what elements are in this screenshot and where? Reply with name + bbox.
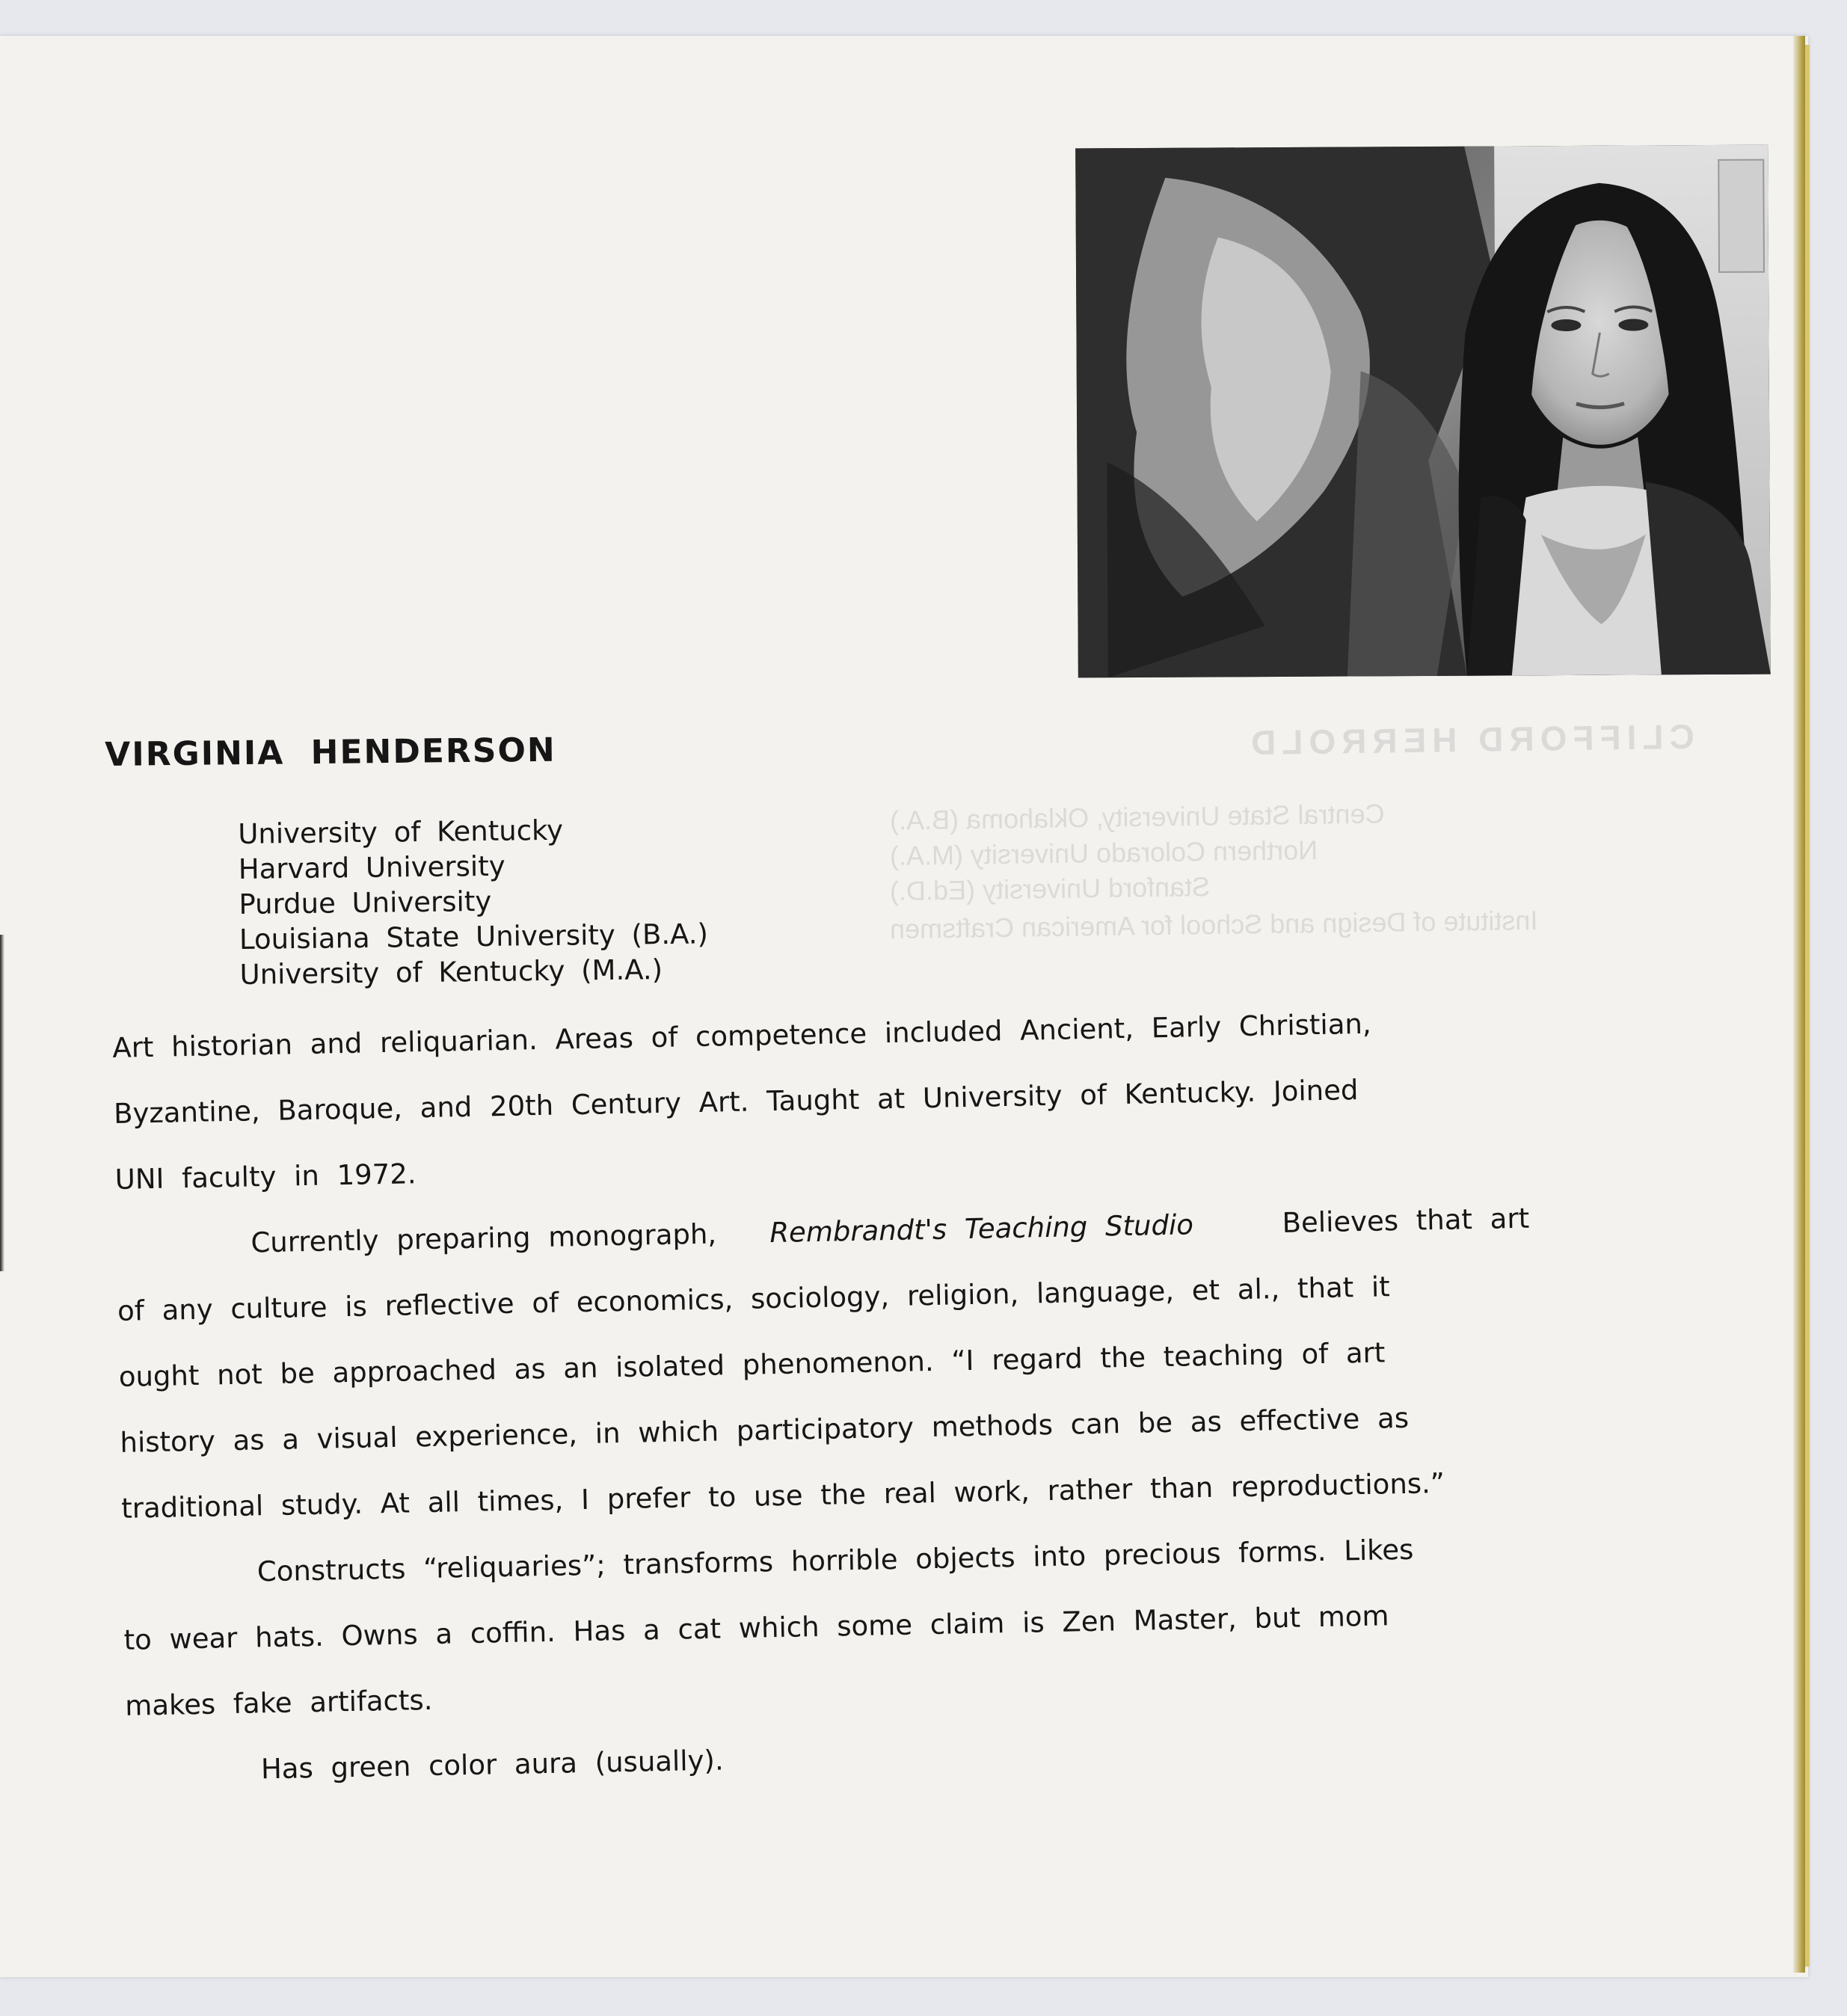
show-through-line: Northern Colorado University (M.A.) [889,835,1318,871]
monograph-title: Rembrandt's Teaching Studio [769,1208,1194,1250]
show-through-title: CLIFFORD HERROLD [1244,716,1695,763]
bio-line: ought not be approached as an isolated phenomenon. “I regard the teaching of art [118,1336,1386,1393]
bio-line: Has green color aura (usually). [260,1744,725,1786]
page-edge [1793,36,1805,1973]
education-item: University of Kentucky [238,814,564,850]
bio-line: history as a visual experience, in which participatory methods can be as effective as [120,1401,1410,1459]
education-item: Harvard University [238,849,505,885]
bio-line: traditional study. At all times, I prefer to use the real work, rather than reproductions.” [120,1466,1445,1525]
bio-line: Byzantine, Baroque, and 20th Century Art. Taught at University of Kentucky. Joined [113,1074,1359,1130]
education-item: Louisiana State University (B.A.) [239,918,709,956]
portrait-photo [1075,145,1771,678]
bio-line: makes fake artifacts. [124,1683,433,1722]
left-edge-shadow [0,935,4,1271]
bio-line: to wear hats. Owns a coffin. Has a cat which some claim is Zen Master, but mom [123,1599,1389,1656]
bio-line: UNI faculty in 1972. [114,1158,417,1196]
bio-line: Art historian and reliquarian. Areas of competence included Ancient, Early Christian, [112,1007,1372,1064]
bio-line: of any culture is reflective of economics, sociology, religion, language, et al., that it [117,1270,1391,1327]
biography [112,1004,1585,1822]
bio-text: Currently preparing monograph, [251,1217,717,1259]
person-name: VIRGINIA HENDERSON [105,731,556,774]
show-through-line: Central State University, Oklahoma (B.A.) [889,798,1385,836]
education-item: Purdue University [239,885,492,921]
bio-line: Constructs “reliquaries”; transforms horrible objects into precious forms. Likes [256,1533,1414,1588]
show-through-line: Institute of Design and School for American Craftsmen [889,904,1538,945]
education-item: University of Kentucky (M.A.) [239,953,663,991]
page-edge-yellow [1805,45,1810,1967]
show-through-line: Stanford University (Ed.D.) [889,871,1211,906]
bio-text: Believes that art [1282,1202,1530,1240]
education-list [238,811,709,992]
